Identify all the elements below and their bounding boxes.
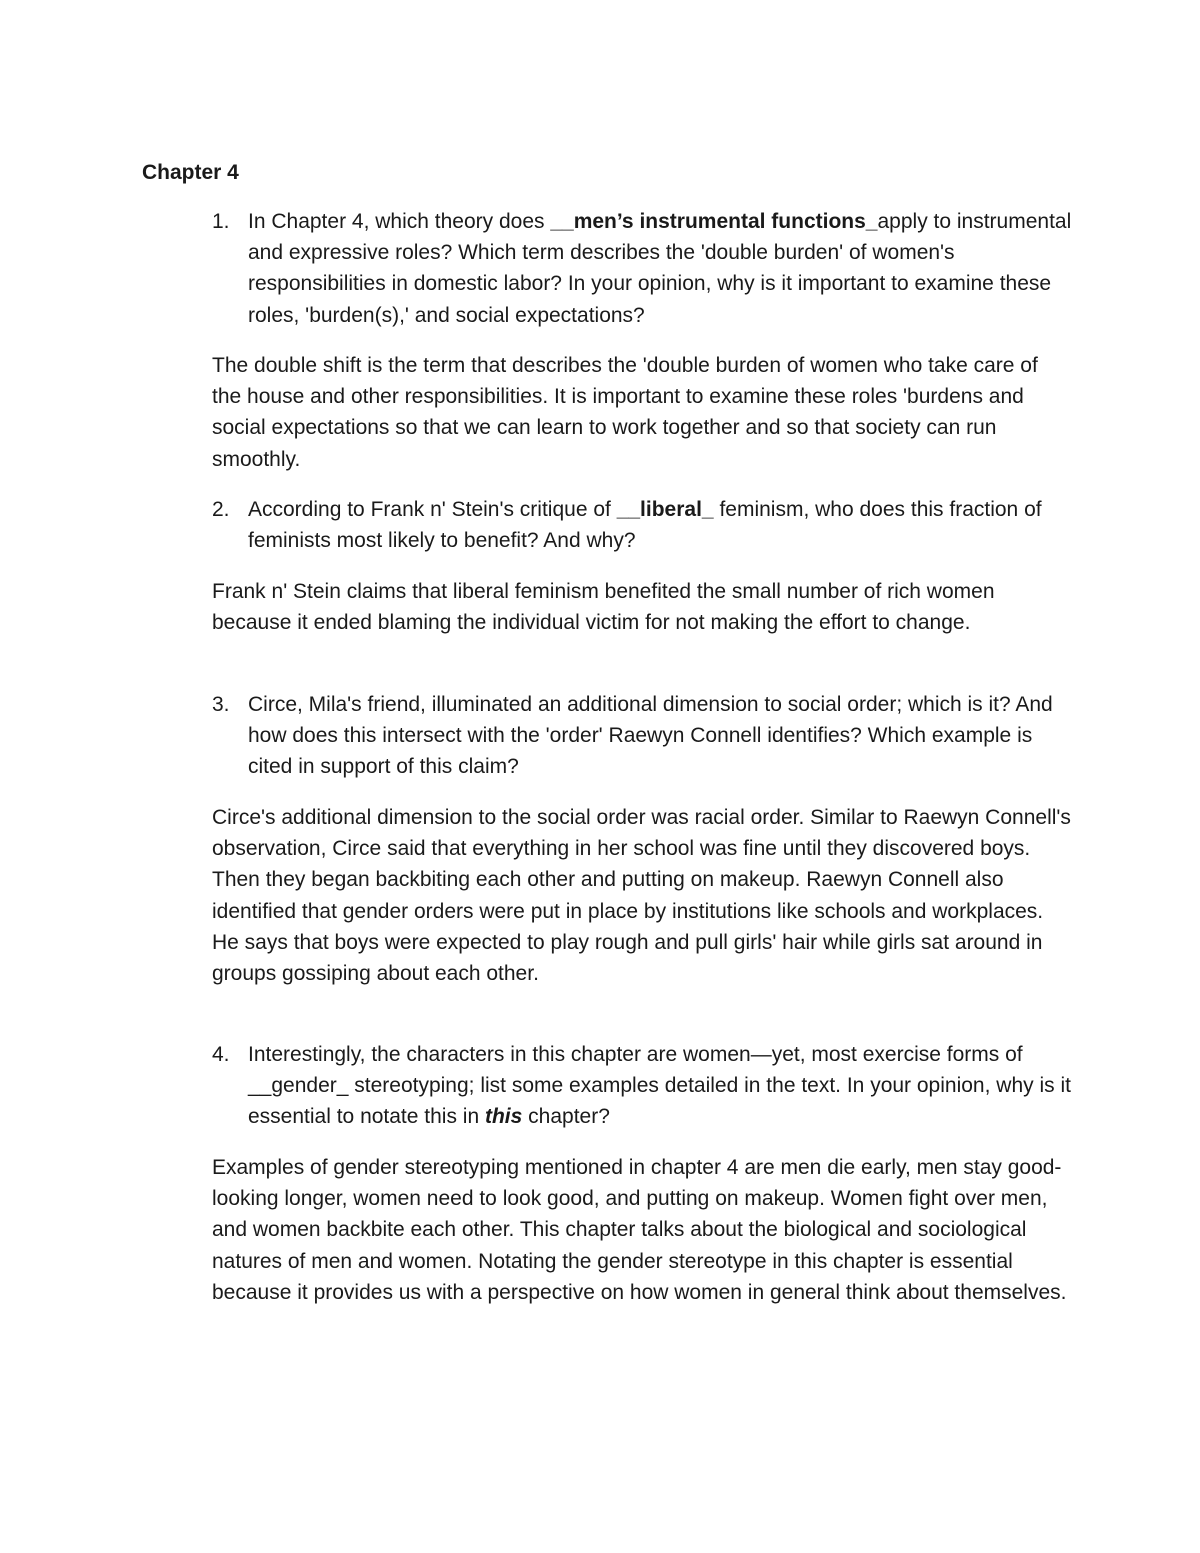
question-text-part: Interestingly, the characters in this chapter are women—yet, most exercise forms of __gender_ stereotyping; list some examples detailed in the text. In your opinion, why is it essential to notate this in: [248, 1043, 1071, 1129]
question-text: [248, 206, 1072, 331]
question-text: [248, 494, 1072, 556]
question-text: [248, 1039, 1072, 1133]
answer-1: The double shift is the term that describes the 'double burden of women who take care of the house and other responsibilities. It is important to examine these roles 'burdens and social expectations so that we can learn to work together and so that society can run smoothly.: [212, 354, 1038, 471]
question-number: 1.: [212, 210, 230, 233]
answer-2: Frank n' Stein claims that liberal feminism benefited the small number of rich women because it ended blaming the individual victim for not making the effort to change.: [212, 580, 995, 635]
question-text-part: chapter?: [522, 1105, 610, 1129]
question-1: [212, 206, 1072, 331]
question-4: [212, 1039, 1072, 1133]
answer-blank: __liberal_: [616, 498, 714, 521]
answer-blank: __men’s instrumental functions_: [550, 210, 878, 233]
question-number: 3.: [212, 693, 230, 716]
question-number: 2.: [212, 498, 230, 521]
answer-4: Examples of gender stereotyping mentioned in chapter 4 are men die early, men stay good-looking longer, women need to look good, and putting on makeup. Women fight over men, and women backbite each other. This chapter talks about the biological and sociological natures of men and women. Notating the gender stereotype in this chapter is essential because it provides us with a perspective on how women in general think about themselves.: [212, 1156, 1067, 1304]
question-text-part: apply to instrumental and expressive roles? Which term describes the 'double burden' of women's responsibilities in domestic labor? In your opinion, why is it important to examine these roles, 'burden(s),' and social expectations?: [248, 210, 1072, 327]
question-text-part: feminism, who does this fraction of feminists most likely to benefit? And why?: [248, 498, 1042, 553]
chapter-title: Chapter 4: [142, 161, 239, 184]
question-text-part: In Chapter 4, which theory does: [248, 210, 551, 233]
question-text: Circe, Mila's friend, illuminated an additional dimension to social order; which is it? And how does this intersect with the 'order' Raewyn Connell identifies? Which example is cited in support of this claim?: [248, 693, 1053, 779]
answer-3: Circe's additional dimension to the social order was racial order. Similar to Raewyn Connell's observation, Circe said that everything in her school was fine until they discovered boys. Then they began backbiting each other and putting on makeup. Raewyn Connell also identified that gender orders were put in place by institutions like schools and workplaces. He says that boys were expected to play rough and pull girls' hair while girls sat around in groups gossiping about each other.: [212, 806, 1071, 986]
emphasis-word: this: [484, 1105, 523, 1129]
question-2: [212, 494, 1072, 556]
question-number: 4.: [212, 1043, 230, 1066]
question-3: [212, 689, 1072, 783]
question-text-part: According to Frank n' Stein's critique of: [248, 498, 617, 521]
